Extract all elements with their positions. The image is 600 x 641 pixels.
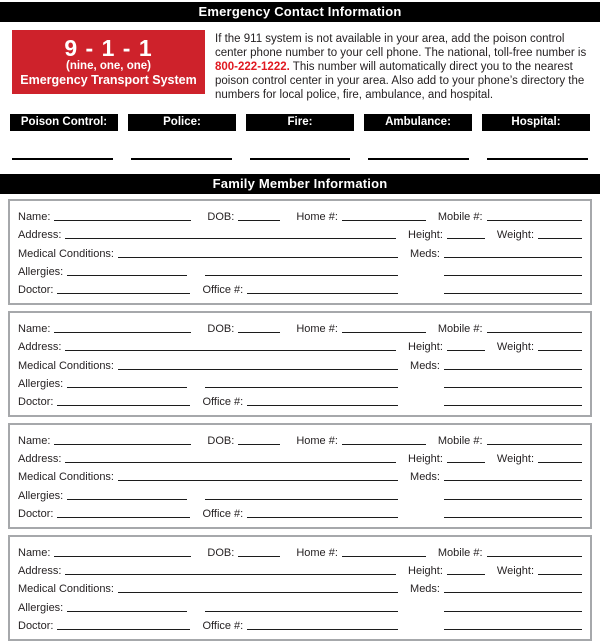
medical-conditions-row	[18, 242, 582, 260]
doctor-blank-line	[57, 629, 190, 630]
office-phone-label: Office #:	[202, 507, 244, 520]
mobile-phone-blank-line	[487, 556, 582, 557]
dob-blank-line	[238, 556, 280, 557]
weight-label: Weight:	[496, 229, 534, 242]
home-phone-blank-line	[342, 220, 426, 221]
height-blank-line	[447, 574, 485, 575]
meds-continuation-blank-line	[444, 387, 582, 388]
address-label: Address:	[18, 229, 62, 242]
office-phone-label: Office #:	[202, 395, 244, 408]
allergies-blank-line	[67, 611, 187, 612]
weight-label: Weight:	[496, 565, 534, 578]
weight-blank-line	[538, 574, 582, 575]
doctor-blank-line	[57, 293, 190, 294]
meds-continuation-blank-line-2	[444, 629, 582, 630]
mobile-phone-blank-line	[487, 444, 582, 445]
poison-control-blank-line	[12, 158, 113, 160]
meds-continuation-blank-line-2	[444, 405, 582, 406]
meds-continuation-blank-line-2	[444, 293, 582, 294]
contact-label-hospital: Hospital:	[482, 114, 590, 131]
meds-continuation-blank-line-2	[444, 517, 582, 518]
weight-label: Weight:	[496, 453, 534, 466]
doctor-label: Doctor:	[18, 507, 54, 520]
meds-label: Meds:	[410, 247, 440, 260]
meds-label: Meds:	[410, 471, 440, 484]
allergies-continuation-blank-line	[205, 611, 398, 612]
office-phone-blank-line	[247, 405, 398, 406]
contact-label-ambulance: Ambulance:	[364, 114, 472, 131]
doctor-row	[18, 279, 582, 297]
medical-conditions-blank-line	[118, 592, 398, 593]
allergies-continuation-blank-line	[205, 387, 398, 388]
allergies-label: Allergies:	[18, 377, 64, 390]
office-phone-blank-line	[247, 629, 398, 630]
medical-conditions-label: Medical Conditions:	[18, 359, 114, 372]
address-row	[18, 336, 582, 354]
mobile-phone-blank-line	[487, 332, 582, 333]
doctor-blank-line	[57, 517, 190, 518]
address-blank-line	[65, 574, 396, 575]
allergies-row	[18, 484, 582, 502]
doctor-label: Doctor:	[18, 283, 54, 296]
ambulance-blank-line	[368, 158, 469, 160]
meds-blank-line	[444, 480, 582, 481]
office-phone-blank-line	[247, 517, 398, 518]
911-badge	[12, 30, 205, 94]
911-code-words: (nine, one, one)	[66, 60, 151, 72]
meds-continuation-blank-line	[444, 499, 582, 500]
police-blank-line	[131, 158, 232, 160]
medical-conditions-row	[18, 466, 582, 484]
address-label: Address:	[18, 453, 62, 466]
name-row	[18, 318, 582, 336]
address-row	[18, 224, 582, 242]
address-blank-line	[65, 462, 396, 463]
height-blank-line	[447, 238, 485, 239]
name-row	[18, 542, 582, 560]
name-blank-line	[54, 332, 191, 333]
medical-conditions-label: Medical Conditions:	[18, 247, 114, 260]
911-caption: Emergency Transport System	[20, 73, 197, 87]
meds-continuation-blank-line	[444, 275, 582, 276]
weight-blank-line	[538, 238, 582, 239]
intro-text-before: If the 911 system is not available in your area, add the poison control center phone number to your cell phone. The national, toll-free number is	[215, 33, 587, 59]
meds-label: Meds:	[410, 359, 440, 372]
911-code: 9 - 1 - 1	[64, 35, 153, 61]
family-member-card	[8, 199, 592, 305]
dob-label: DOB:	[207, 323, 235, 336]
dob-blank-line	[238, 444, 280, 445]
allergies-blank-line	[67, 499, 187, 500]
address-label: Address:	[18, 565, 62, 578]
home-phone-blank-line	[342, 556, 426, 557]
home-phone-label: Home #:	[296, 547, 338, 559]
home-phone-label: Home #:	[296, 323, 338, 336]
dob-label: DOB:	[207, 211, 235, 224]
mobile-phone-label: Mobile #:	[437, 547, 483, 559]
allergies-row	[18, 596, 582, 614]
home-phone-blank-line	[342, 444, 426, 445]
address-row	[18, 448, 582, 466]
doctor-blank-line	[57, 405, 190, 406]
poison-control-phone-number: 800-222-1222.	[215, 61, 290, 73]
medical-conditions-label: Medical Conditions:	[18, 583, 114, 596]
height-label: Height:	[408, 453, 443, 466]
family-member-card	[8, 311, 592, 417]
contact-label-police: Police:	[128, 114, 236, 131]
weight-blank-line	[538, 350, 582, 351]
mobile-phone-label: Mobile #:	[437, 211, 483, 224]
weight-blank-line	[538, 462, 582, 463]
weight-label: Weight:	[496, 341, 534, 354]
home-phone-blank-line	[342, 332, 426, 333]
allergies-row	[18, 373, 582, 391]
office-phone-label: Office #:	[202, 619, 244, 632]
hospital-blank-line	[487, 158, 588, 160]
medical-conditions-blank-line	[118, 257, 398, 258]
address-blank-line	[65, 350, 396, 351]
contact-blank-lines-row	[10, 158, 590, 160]
meds-label: Meds:	[410, 583, 440, 596]
name-label: Name:	[18, 435, 51, 448]
height-blank-line	[447, 350, 485, 351]
doctor-row	[18, 391, 582, 409]
meds-blank-line	[444, 257, 582, 258]
name-blank-line	[54, 220, 191, 221]
name-label: Name:	[18, 211, 51, 224]
name-row	[18, 206, 582, 224]
office-phone-label: Office #:	[202, 283, 244, 296]
office-phone-blank-line	[247, 293, 398, 294]
medical-conditions-label: Medical Conditions:	[18, 471, 114, 484]
name-blank-line	[54, 556, 191, 557]
contact-label-fire: Fire:	[246, 114, 354, 131]
family-member-card	[8, 535, 592, 641]
allergies-blank-line	[67, 387, 187, 388]
page-title: Emergency Contact Information	[0, 2, 600, 22]
mobile-phone-label: Mobile #:	[437, 323, 483, 336]
doctor-row	[18, 503, 582, 521]
allergies-label: Allergies:	[18, 265, 64, 278]
height-blank-line	[447, 462, 485, 463]
fire-blank-line	[250, 158, 351, 160]
doctor-label: Doctor:	[18, 619, 54, 632]
meds-blank-line	[444, 592, 582, 593]
name-row	[18, 430, 582, 448]
name-label: Name:	[18, 323, 51, 336]
contact-label-poison-control: Poison Control:	[10, 114, 118, 131]
name-blank-line	[54, 444, 191, 445]
allergies-label: Allergies:	[18, 601, 64, 614]
allergies-row	[18, 261, 582, 279]
doctor-row	[18, 615, 582, 633]
height-label: Height:	[408, 229, 443, 242]
height-label: Height:	[408, 565, 443, 578]
address-row	[18, 560, 582, 578]
address-blank-line	[65, 238, 396, 239]
address-label: Address:	[18, 341, 62, 354]
dob-label: DOB:	[207, 547, 235, 559]
name-label: Name:	[18, 547, 51, 559]
contact-labels-row	[10, 114, 590, 131]
allergies-continuation-blank-line	[205, 275, 398, 276]
allergies-label: Allergies:	[18, 489, 64, 502]
dob-label: DOB:	[207, 435, 235, 448]
allergies-continuation-blank-line	[205, 499, 398, 500]
medical-conditions-blank-line	[118, 480, 398, 481]
family-member-card	[8, 423, 592, 529]
allergies-blank-line	[67, 275, 187, 276]
home-phone-label: Home #:	[296, 211, 338, 224]
meds-blank-line	[444, 369, 582, 370]
height-label: Height:	[408, 341, 443, 354]
home-phone-label: Home #:	[296, 435, 338, 448]
medical-conditions-blank-line	[118, 369, 398, 370]
mobile-phone-label: Mobile #:	[437, 435, 483, 448]
intro-section	[12, 30, 588, 102]
dob-blank-line	[238, 332, 280, 333]
medical-conditions-row	[18, 354, 582, 372]
meds-continuation-blank-line	[444, 611, 582, 612]
intro-text-after: This number will automatically direct you to the nearest poison control center in your area. Also add to your phone’s directory the numbers for local police, fire, ambulance, and hospital.	[215, 61, 585, 101]
mobile-phone-blank-line	[487, 220, 582, 221]
medical-conditions-row	[18, 578, 582, 596]
family-section-title: Family Member Information	[0, 174, 600, 194]
intro-paragraph	[215, 32, 588, 102]
doctor-label: Doctor:	[18, 395, 54, 408]
dob-blank-line	[238, 220, 280, 221]
